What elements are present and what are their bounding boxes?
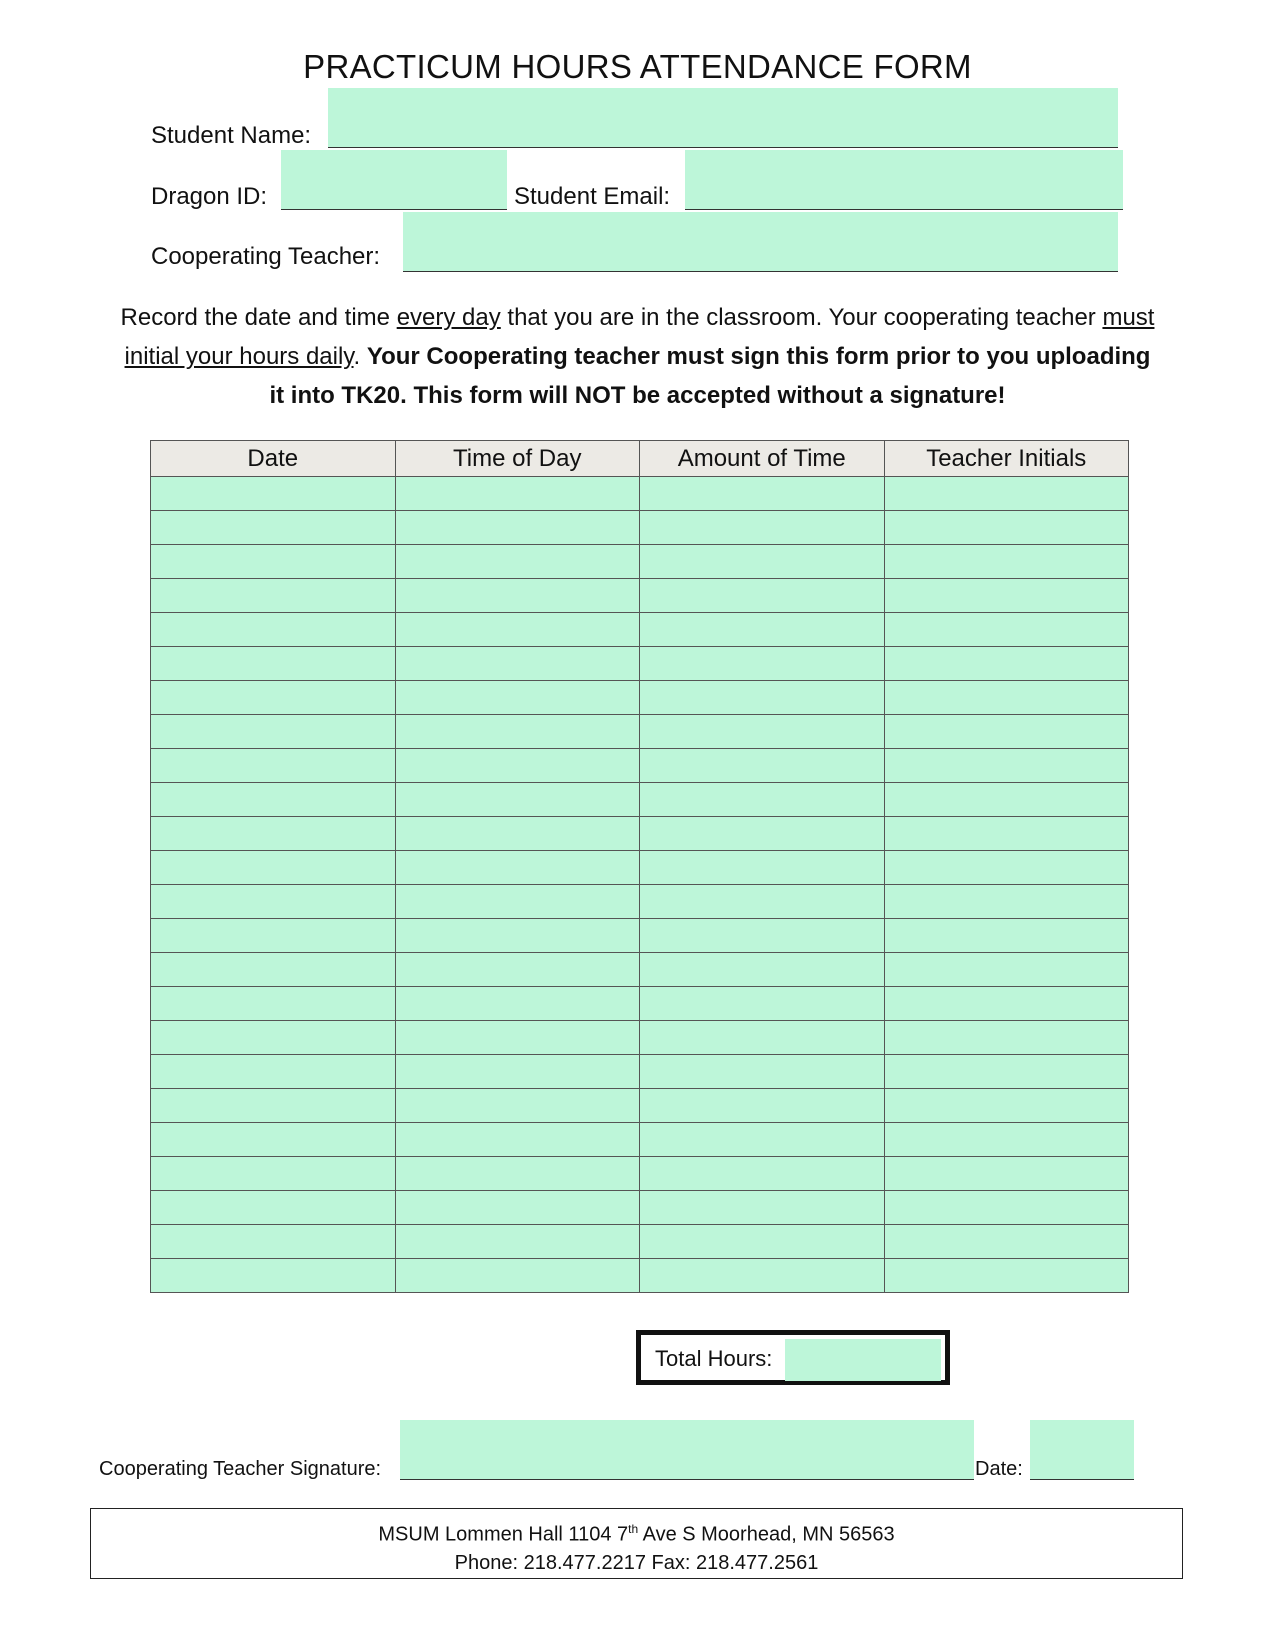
signature-date-label: Date:	[975, 1458, 1023, 1480]
date-cell[interactable]	[151, 1191, 396, 1225]
time-of-day-cell[interactable]	[395, 1089, 640, 1123]
date-cell[interactable]	[151, 987, 396, 1021]
table-row	[151, 1123, 1129, 1157]
amount-of-time-cell[interactable]	[640, 511, 885, 545]
amount-of-time-cell[interactable]	[640, 1021, 885, 1055]
amount-of-time-cell[interactable]	[640, 1225, 885, 1259]
date-cell[interactable]	[151, 477, 396, 511]
amount-of-time-cell[interactable]	[640, 885, 885, 919]
date-cell[interactable]	[151, 715, 396, 749]
table-row	[151, 919, 1129, 953]
teacher-initials-cell[interactable]	[884, 579, 1129, 613]
amount-of-time-cell[interactable]	[640, 1259, 885, 1293]
teacher-initials-cell[interactable]	[884, 647, 1129, 681]
time-of-day-cell[interactable]	[395, 1055, 640, 1089]
teacher-initials-cell[interactable]	[884, 749, 1129, 783]
footer-address-box	[90, 1508, 1183, 1579]
teacher-initials-cell[interactable]	[884, 1021, 1129, 1055]
student-email-label: Student Email:	[514, 183, 671, 210]
amount-of-time-cell[interactable]	[640, 579, 885, 613]
teacher-initials-cell[interactable]	[884, 987, 1129, 1021]
table-row	[151, 1055, 1129, 1089]
table-row	[151, 715, 1129, 749]
instructions-paragraph: Record the date and time every day that you are in the classroom. Your cooperating teacher must initial your hours daily. Your Cooperating teacher must sign this form prior to you uploading it into TK20. This form will NOT be accepted without a signature!	[120, 304, 1155, 409]
table-row	[151, 1259, 1129, 1293]
teacher-initials-cell[interactable]	[884, 885, 1129, 919]
time-of-day-cell[interactable]	[395, 511, 640, 545]
amount-of-time-cell[interactable]	[640, 987, 885, 1021]
amount-of-time-cell[interactable]	[640, 1157, 885, 1191]
time-of-day-cell[interactable]	[395, 817, 640, 851]
amount-of-time-cell[interactable]	[640, 953, 885, 987]
teacher-initials-cell[interactable]	[884, 851, 1129, 885]
signature-date-field[interactable]	[1030, 1420, 1134, 1480]
table-row	[151, 885, 1129, 919]
table-row	[151, 1021, 1129, 1055]
time-of-day-cell[interactable]	[395, 1021, 640, 1055]
teacher-initials-cell[interactable]	[884, 715, 1129, 749]
time-of-day-cell[interactable]	[395, 919, 640, 953]
teacher-initials-cell[interactable]	[884, 1055, 1129, 1089]
teacher-initials-cell[interactable]	[884, 477, 1129, 511]
teacher-initials-cell[interactable]	[884, 1089, 1129, 1123]
time-of-day-cell[interactable]	[395, 681, 640, 715]
amount-of-time-cell[interactable]	[640, 783, 885, 817]
time-of-day-cell[interactable]	[395, 783, 640, 817]
teacher-initials-cell[interactable]	[884, 1123, 1129, 1157]
date-cell[interactable]	[151, 1157, 396, 1191]
dragon-id-label: Dragon ID:	[151, 183, 268, 210]
amount-of-time-cell[interactable]	[640, 681, 885, 715]
table-row	[151, 477, 1129, 511]
date-cell[interactable]	[151, 1225, 396, 1259]
amount-of-time-cell[interactable]	[640, 919, 885, 953]
date-cell[interactable]	[151, 647, 396, 681]
table-row	[151, 545, 1129, 579]
time-of-day-cell[interactable]	[395, 647, 640, 681]
cooperating-teacher-field[interactable]	[403, 212, 1118, 272]
hours-table	[150, 440, 1129, 1293]
table-row	[151, 681, 1129, 715]
date-cell[interactable]	[151, 783, 396, 817]
column-header-teacher-initials: Teacher Initials	[884, 441, 1129, 477]
table-row	[151, 579, 1129, 613]
footer-phone-fax: Phone: 218.477.2217 Fax: 218.477.2561	[454, 1551, 819, 1574]
time-of-day-cell[interactable]	[395, 545, 640, 579]
teacher-initials-cell[interactable]	[884, 545, 1129, 579]
amount-of-time-cell[interactable]	[640, 545, 885, 579]
table-row	[151, 851, 1129, 885]
date-cell[interactable]	[151, 817, 396, 851]
time-of-day-cell[interactable]	[395, 477, 640, 511]
table-header-row	[151, 441, 1129, 477]
time-of-day-cell[interactable]	[395, 851, 640, 885]
table-row	[151, 647, 1129, 681]
teacher-initials-cell[interactable]	[884, 613, 1129, 647]
amount-of-time-cell[interactable]	[640, 1089, 885, 1123]
amount-of-time-cell[interactable]	[640, 477, 885, 511]
dragon-id-field[interactable]	[281, 150, 507, 210]
time-of-day-cell[interactable]	[395, 885, 640, 919]
amount-of-time-cell[interactable]	[640, 1055, 885, 1089]
footer-address: MSUM Lommen Hall 1104 7th Ave S Moorhead, MN 56563	[378, 1522, 895, 1546]
date-cell[interactable]	[151, 579, 396, 613]
time-of-day-cell[interactable]	[395, 1259, 640, 1293]
teacher-initials-cell[interactable]	[884, 1157, 1129, 1191]
amount-of-time-cell[interactable]	[640, 749, 885, 783]
date-cell[interactable]	[151, 511, 396, 545]
amount-of-time-cell[interactable]	[640, 715, 885, 749]
total-hours-field[interactable]	[785, 1339, 941, 1381]
time-of-day-cell[interactable]	[395, 715, 640, 749]
column-header-time-of-day: Time of Day	[395, 441, 640, 477]
table-row	[151, 749, 1129, 783]
time-of-day-cell[interactable]	[395, 1157, 640, 1191]
table-row	[151, 1225, 1129, 1259]
column-header-date: Date	[151, 441, 396, 477]
table-row	[151, 1191, 1129, 1225]
teacher-initials-cell[interactable]	[884, 1191, 1129, 1225]
date-cell[interactable]	[151, 1021, 396, 1055]
student-name-label: Student Name:	[151, 122, 312, 149]
amount-of-time-cell[interactable]	[640, 1191, 885, 1225]
total-hours-box	[636, 1330, 950, 1385]
teacher-initials-cell[interactable]	[884, 681, 1129, 715]
table-body	[151, 477, 1129, 1293]
time-of-day-cell[interactable]	[395, 613, 640, 647]
form-title: PRACTICUM HOURS ATTENDANCE FORM	[303, 48, 972, 85]
amount-of-time-cell[interactable]	[640, 613, 885, 647]
time-of-day-cell[interactable]	[395, 953, 640, 987]
date-cell[interactable]	[151, 953, 396, 987]
amount-of-time-cell[interactable]	[640, 1123, 885, 1157]
teacher-initials-cell[interactable]	[884, 953, 1129, 987]
student-name-field[interactable]	[328, 88, 1118, 148]
date-cell[interactable]	[151, 613, 396, 647]
signature-label: Cooperating Teacher Signature:	[99, 1458, 382, 1480]
teacher-initials-cell[interactable]	[884, 817, 1129, 851]
total-hours-label: Total Hours:	[655, 1346, 773, 1371]
date-cell[interactable]	[151, 1089, 396, 1123]
time-of-day-cell[interactable]	[395, 749, 640, 783]
date-cell[interactable]	[151, 919, 396, 953]
cooperating-teacher-label: Cooperating Teacher:	[151, 243, 381, 270]
table-row	[151, 511, 1129, 545]
date-cell[interactable]	[151, 545, 396, 579]
table-row	[151, 987, 1129, 1021]
table-row	[151, 1089, 1129, 1123]
teacher-initials-cell[interactable]	[884, 511, 1129, 545]
time-of-day-cell[interactable]	[395, 1225, 640, 1259]
time-of-day-cell[interactable]	[395, 987, 640, 1021]
time-of-day-cell[interactable]	[395, 1123, 640, 1157]
teacher-initials-cell[interactable]	[884, 1259, 1129, 1293]
date-cell[interactable]	[151, 851, 396, 885]
date-cell[interactable]	[151, 749, 396, 783]
student-email-field[interactable]	[685, 150, 1123, 210]
date-cell[interactable]	[151, 681, 396, 715]
time-of-day-cell[interactable]	[395, 579, 640, 613]
teacher-initials-cell[interactable]	[884, 1225, 1129, 1259]
date-cell[interactable]	[151, 1055, 396, 1089]
amount-of-time-cell[interactable]	[640, 817, 885, 851]
table-row	[151, 783, 1129, 817]
time-of-day-cell[interactable]	[395, 1191, 640, 1225]
signature-field[interactable]	[400, 1420, 974, 1480]
table-row	[151, 1157, 1129, 1191]
teacher-initials-cell[interactable]	[884, 783, 1129, 817]
date-cell[interactable]	[151, 1123, 396, 1157]
date-cell[interactable]	[151, 1259, 396, 1293]
table-row	[151, 613, 1129, 647]
table-row	[151, 953, 1129, 987]
table-row	[151, 817, 1129, 851]
teacher-initials-cell[interactable]	[884, 919, 1129, 953]
amount-of-time-cell[interactable]	[640, 647, 885, 681]
column-header-amount-of-time: Amount of Time	[640, 441, 885, 477]
date-cell[interactable]	[151, 885, 396, 919]
amount-of-time-cell[interactable]	[640, 851, 885, 885]
